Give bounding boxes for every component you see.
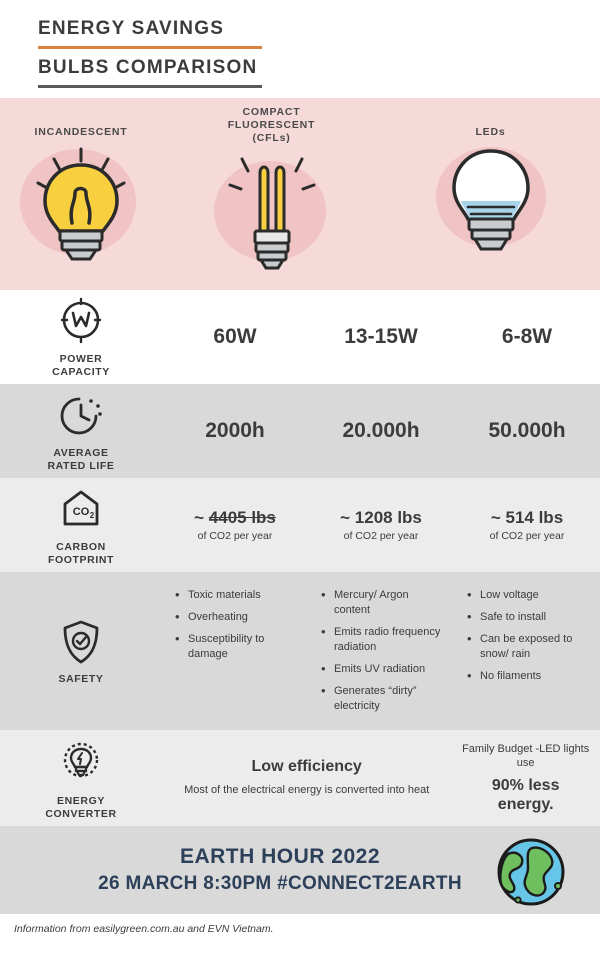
row-power-capacity bbox=[0, 290, 600, 384]
cell-carbon-led bbox=[454, 502, 600, 548]
row-average-rated-life bbox=[0, 384, 600, 478]
bullet-list-incandescent bbox=[166, 588, 304, 662]
page-title: ENERGY SAVINGS bbox=[38, 18, 225, 39]
row-label-power-line2: CAPACITY bbox=[52, 365, 110, 378]
value-carbon-cfl-approx: ~ bbox=[340, 508, 351, 527]
converter-led-highlight-line2: energy. bbox=[497, 796, 554, 813]
row-label-safety bbox=[0, 572, 162, 730]
list-item: • Mercury/ Argon content bbox=[334, 588, 444, 618]
led-bulb-icon bbox=[442, 145, 540, 261]
row-label-converter-line2: CONVERTER bbox=[45, 807, 117, 820]
value-carbon-cfl-sub: of CO2 per year bbox=[343, 530, 419, 542]
title-underline-orange bbox=[38, 46, 262, 49]
cell-life-cfl bbox=[308, 413, 454, 449]
column-label-cfl-line3: (CFLs) bbox=[252, 132, 291, 144]
clock-icon bbox=[55, 390, 107, 442]
row-label-life-line1: AVERAGE bbox=[53, 447, 109, 459]
value-carbon-incandescent-approx: ~ bbox=[194, 508, 205, 527]
energy-bulb-icon bbox=[55, 736, 107, 790]
svg-text:CO: CO bbox=[72, 506, 90, 518]
header bbox=[0, 0, 600, 98]
converter-led-note: Family Budget -LED lights use bbox=[462, 743, 590, 769]
co2-factory-icon bbox=[55, 484, 107, 536]
value-life-incandescent: 2000h bbox=[205, 419, 265, 442]
row-carbon-footprint bbox=[0, 478, 600, 572]
cell-carbon-cfl bbox=[308, 502, 454, 548]
bullet-list-cfl bbox=[312, 588, 450, 714]
value-carbon-led bbox=[458, 508, 596, 528]
value-carbon-incandescent-sub: of CO2 per year bbox=[197, 530, 273, 542]
watt-meter-icon bbox=[55, 296, 107, 348]
row-label-power-capacity-text bbox=[52, 353, 110, 378]
row-label-carbon-line2: FOOTPRINT bbox=[47, 553, 115, 566]
column-label-led: LEDs bbox=[475, 126, 506, 138]
row-energy-converter bbox=[0, 730, 600, 826]
row-label-life-text bbox=[47, 447, 114, 472]
list-item: • Emits radio frequency radiation bbox=[334, 625, 444, 655]
cell-life-led bbox=[454, 413, 600, 449]
list-item: • Low voltage bbox=[480, 588, 590, 603]
cfl-bulb-icon bbox=[226, 151, 318, 273]
value-carbon-led-amount: 514 lbs bbox=[505, 508, 564, 527]
value-carbon-led-approx: ~ bbox=[490, 508, 501, 527]
converter-subtitle: Most of the electrical energy is converted into heat bbox=[184, 784, 430, 796]
row-label-carbon-footprint bbox=[0, 478, 162, 572]
converter-led-highlight bbox=[455, 776, 596, 814]
cell-converter-led bbox=[451, 736, 600, 820]
page-subtitle: BULBS COMPARISON bbox=[38, 57, 258, 78]
cell-carbon-incandescent bbox=[162, 502, 308, 548]
converter-led-highlight-line1: 90% less bbox=[491, 777, 560, 794]
cell-converter-incandescent-cfl bbox=[162, 752, 451, 804]
list-item: • Can be exposed to snow/ rain bbox=[480, 632, 590, 662]
value-carbon-cfl bbox=[312, 508, 450, 528]
list-item: • Emits UV radiation bbox=[334, 662, 444, 677]
row-safety bbox=[0, 572, 600, 730]
value-power-led: 6-8W bbox=[501, 325, 553, 348]
cell-power-cfl bbox=[308, 319, 454, 355]
cell-safety-led bbox=[454, 572, 600, 730]
footer-banner bbox=[0, 826, 600, 914]
row-label-energy-converter bbox=[0, 730, 162, 826]
cell-power-incandescent bbox=[162, 319, 308, 355]
row-label-power-capacity bbox=[0, 290, 162, 384]
value-power-incandescent: 60W bbox=[213, 325, 257, 348]
value-power-cfl: 13-15W bbox=[344, 325, 418, 348]
row-label-life-line2: RATED LIFE bbox=[47, 459, 115, 472]
row-label-safety-line1: SAFETY bbox=[58, 673, 104, 686]
row-label-converter-line1: ENERGY bbox=[57, 795, 105, 807]
subtitle-underline-grey bbox=[38, 85, 262, 88]
source-note: Information from easilygreen.com.au and EVN Vietnam. bbox=[0, 914, 600, 935]
list-item: • Safe to install bbox=[480, 610, 590, 625]
cell-safety-incandescent bbox=[162, 572, 308, 730]
converter-title: Low efficiency bbox=[251, 758, 362, 775]
value-life-cfl: 20.000h bbox=[342, 419, 420, 442]
list-item: • Overheating bbox=[188, 610, 298, 625]
footer-line2: 26 MARCH 8:30PM #CONNECT2EARTH bbox=[98, 873, 462, 894]
row-label-safety-text bbox=[58, 673, 103, 686]
list-item: • No filaments bbox=[480, 669, 590, 684]
cell-power-led bbox=[454, 319, 600, 355]
row-label-carbon-line1: CARBON bbox=[56, 541, 106, 553]
shield-check-icon bbox=[57, 616, 105, 668]
footer-line1: EARTH HOUR 2022 bbox=[179, 845, 381, 868]
list-item: • Generates “dirty” electricity bbox=[334, 684, 444, 714]
svg-text:2: 2 bbox=[89, 511, 95, 520]
cell-safety-cfl bbox=[308, 572, 454, 730]
list-item: • Susceptibility to damage bbox=[188, 632, 298, 662]
incandescent-bulb-icon bbox=[28, 145, 134, 267]
cell-life-incandescent bbox=[162, 413, 308, 449]
list-item: • Toxic materials bbox=[188, 588, 298, 603]
value-carbon-cfl-amount: 1208 lbs bbox=[354, 508, 422, 527]
column-label-cfl bbox=[228, 106, 316, 145]
row-label-converter-text bbox=[45, 795, 116, 820]
value-carbon-incandescent-amount: 4405 lbs bbox=[208, 508, 276, 527]
row-label-average-rated-life bbox=[0, 384, 162, 478]
column-label-cfl-line1: COMPACT bbox=[242, 106, 301, 118]
earth-globe-icon bbox=[488, 836, 574, 908]
value-carbon-led-sub: of CO2 per year bbox=[489, 530, 565, 542]
row-label-carbon-text bbox=[48, 541, 114, 566]
bulb-header-band bbox=[0, 98, 600, 290]
value-life-led: 50.000h bbox=[488, 419, 566, 442]
value-carbon-incandescent bbox=[166, 508, 304, 528]
footer-text bbox=[98, 845, 462, 895]
column-header-cfl bbox=[162, 98, 381, 290]
column-label-incandescent: INCANDESCENT bbox=[34, 126, 128, 138]
bullet-list-led bbox=[458, 588, 596, 684]
column-header-led bbox=[381, 98, 600, 290]
row-label-power-line1: POWER bbox=[59, 353, 103, 365]
column-header-incandescent bbox=[0, 98, 162, 290]
column-label-cfl-line2: FLUORESCENT bbox=[227, 119, 316, 131]
